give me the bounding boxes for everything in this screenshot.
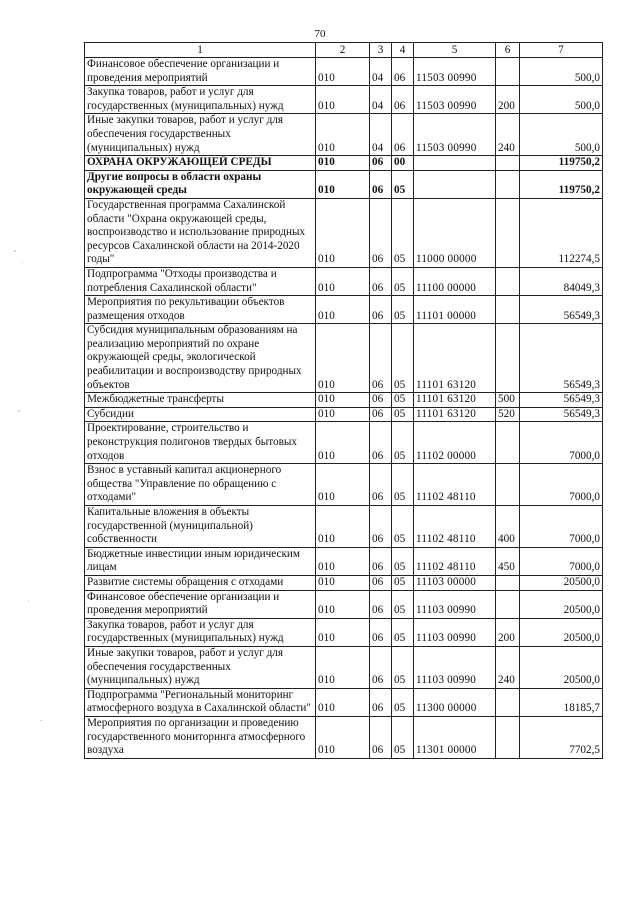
row-target-article: 11103 00000: [414, 575, 496, 590]
row-subsection: 05: [392, 170, 414, 198]
row-subsection: 06: [392, 114, 414, 156]
row-expense-type: [496, 716, 520, 758]
row-section: 04: [370, 86, 392, 114]
row-target-article: 11101 00000: [414, 296, 496, 324]
row-subsection: 06: [392, 58, 414, 86]
row-description: Иные закупки товаров, работ и услуг для обеспечения государственных (муниципальных) нужд: [85, 114, 316, 156]
row-amount: 20500,0: [520, 618, 603, 646]
table-row: [85, 58, 603, 86]
page-number: 70: [314, 28, 326, 40]
row-target-article: 11101 63120: [414, 393, 496, 408]
row-amount: 56549,3: [520, 407, 603, 422]
row-expense-type: [496, 156, 520, 171]
table-row: [85, 422, 603, 464]
row-description: Закупка товаров, работ и услуг для государственных (муниципальных) нужд: [85, 618, 316, 646]
row-section: 06: [370, 646, 392, 688]
table-row: [85, 267, 603, 295]
row-code-admin: 010: [316, 170, 370, 198]
row-section: 06: [370, 407, 392, 422]
row-subsection: 00: [392, 156, 414, 171]
row-code-admin: 010: [316, 58, 370, 86]
row-target-article: 11503 00990: [414, 86, 496, 114]
row-expense-type: [496, 170, 520, 198]
row-section: 06: [370, 170, 392, 198]
row-target-article: 11102 48110: [414, 464, 496, 506]
row-amount: 119750,2: [520, 170, 603, 198]
column-header: 5: [414, 43, 496, 58]
table-row: [85, 464, 603, 506]
row-amount: 7000,0: [520, 547, 603, 575]
table-row: [85, 324, 603, 393]
row-subsection: 05: [392, 547, 414, 575]
row-section: 06: [370, 618, 392, 646]
table-row: [85, 393, 603, 408]
column-header: 1: [85, 43, 316, 58]
row-code-admin: 010: [316, 267, 370, 295]
row-code-admin: 010: [316, 547, 370, 575]
row-target-article: 11102 48110: [414, 547, 496, 575]
row-target-article: 11102 48110: [414, 506, 496, 548]
row-code-admin: 010: [316, 296, 370, 324]
row-description: Развитие системы обращения с отходами: [85, 575, 316, 590]
row-code-admin: 010: [316, 393, 370, 408]
row-code-admin: 010: [316, 198, 370, 267]
row-amount: 7000,0: [520, 506, 603, 548]
row-subsection: 05: [392, 646, 414, 688]
column-header: 7: [520, 43, 603, 58]
row-expense-type: 240: [496, 114, 520, 156]
row-code-admin: 010: [316, 156, 370, 171]
row-subsection: 05: [392, 422, 414, 464]
row-section: 06: [370, 688, 392, 716]
table-row: [85, 86, 603, 114]
row-amount: 500,0: [520, 86, 603, 114]
row-target-article: [414, 170, 496, 198]
row-description: Мероприятия по рекультивации объектов размещения отходов: [85, 296, 316, 324]
row-amount: 20500,0: [520, 646, 603, 688]
row-expense-type: [496, 575, 520, 590]
row-subsection: 06: [392, 86, 414, 114]
row-expense-type: 200: [496, 618, 520, 646]
row-target-article: [414, 156, 496, 171]
row-description: ОХРАНА ОКРУЖАЮЩЕЙ СРЕДЫ: [85, 156, 316, 171]
table-row: [85, 296, 603, 324]
row-subsection: 05: [392, 590, 414, 618]
row-section: 06: [370, 156, 392, 171]
row-description: Подпрограмма "Региональный мониторинг атмосферного воздуха в Сахалинской области": [85, 688, 316, 716]
row-expense-type: [496, 198, 520, 267]
header-row: [85, 43, 603, 58]
table-row: [85, 688, 603, 716]
row-code-admin: 010: [316, 114, 370, 156]
row-subsection: 05: [392, 393, 414, 408]
table-body: [85, 58, 603, 759]
row-subsection: 05: [392, 407, 414, 422]
row-description: Финансовое обеспечение организации и проведения мероприятий: [85, 590, 316, 618]
table-row: [85, 170, 603, 198]
row-description: Субсидии: [85, 407, 316, 422]
table-row: [85, 618, 603, 646]
row-code-admin: 010: [316, 86, 370, 114]
row-code-admin: 010: [316, 590, 370, 618]
row-code-admin: 010: [316, 407, 370, 422]
row-section: 06: [370, 506, 392, 548]
table-row: [85, 716, 603, 758]
row-amount: 20500,0: [520, 590, 603, 618]
row-amount: 56549,3: [520, 324, 603, 393]
row-target-article: 11000 00000: [414, 198, 496, 267]
row-target-article: 11301 00000: [414, 716, 496, 758]
row-expense-type: [496, 422, 520, 464]
row-section: 06: [370, 422, 392, 464]
table-row: [85, 547, 603, 575]
row-expense-type: [496, 296, 520, 324]
row-expense-type: [496, 267, 520, 295]
row-expense-type: [496, 324, 520, 393]
row-code-admin: 010: [316, 506, 370, 548]
row-target-article: 11503 00990: [414, 58, 496, 86]
row-expense-type: 400: [496, 506, 520, 548]
row-expense-type: [496, 688, 520, 716]
row-description: Взнос в уставный капитал акционерного общества "Управление по обращению с отходами": [85, 464, 316, 506]
row-section: 06: [370, 464, 392, 506]
row-code-admin: 010: [316, 324, 370, 393]
row-section: 06: [370, 716, 392, 758]
table-row: [85, 198, 603, 267]
column-header: 6: [496, 43, 520, 58]
row-target-article: 11101 63120: [414, 407, 496, 422]
row-target-article: 11100 00000: [414, 267, 496, 295]
row-expense-type: [496, 464, 520, 506]
row-amount: 20500,0: [520, 575, 603, 590]
row-description: Другие вопросы в области охраны окружающей среды: [85, 170, 316, 198]
row-expense-type: 200: [496, 86, 520, 114]
column-header: 3: [370, 43, 392, 58]
row-section: 06: [370, 547, 392, 575]
row-description: Иные закупки товаров, работ и услуг для обеспечения государственных (муниципальных) нужд: [85, 646, 316, 688]
row-description: Капитальные вложения в объекты государственной (муниципальной) собственности: [85, 506, 316, 548]
table-row: [85, 407, 603, 422]
row-target-article: 11101 63120: [414, 324, 496, 393]
row-amount: 18185,7: [520, 688, 603, 716]
row-code-admin: 010: [316, 646, 370, 688]
row-amount: 56549,3: [520, 393, 603, 408]
row-subsection: 05: [392, 198, 414, 267]
row-amount: 500,0: [520, 58, 603, 86]
row-code-admin: 010: [316, 716, 370, 758]
row-expense-type: 500: [496, 393, 520, 408]
row-description: Межбюджетные трансферты: [85, 393, 316, 408]
row-description: Субсидия муниципальным образованиям на реализацию мероприятий по охране окружающей среды, экологической реабилитации и воспроизводству природных объектов: [85, 324, 316, 393]
row-subsection: 05: [392, 688, 414, 716]
row-description: Проектирование, строительство и реконструкция полигонов твердых бытовых отходов: [85, 422, 316, 464]
row-target-article: 11103 00990: [414, 618, 496, 646]
row-section: 06: [370, 590, 392, 618]
row-code-admin: 010: [316, 688, 370, 716]
row-expense-type: 450: [496, 547, 520, 575]
row-amount: 84049,3: [520, 267, 603, 295]
row-description: Государственная программа Сахалинской области "Охрана окружающей среды, воспроизводство и использование природных ресурсов Сахалинской области на 2014-2020 годы": [85, 198, 316, 267]
row-amount: 7000,0: [520, 422, 603, 464]
row-description: Подпрограмма "Отходы производства и потребления Сахалинской области": [85, 267, 316, 295]
table-row: [85, 590, 603, 618]
row-description: Закупка товаров, работ и услуг для государственных (муниципальных) нужд: [85, 86, 316, 114]
budget-table: [84, 42, 603, 759]
row-section: 06: [370, 198, 392, 267]
table-row: [85, 646, 603, 688]
row-expense-type: 240: [496, 646, 520, 688]
row-amount: 7702,5: [520, 716, 603, 758]
row-subsection: 05: [392, 464, 414, 506]
row-amount: 500,0: [520, 114, 603, 156]
table-row: [85, 156, 603, 171]
row-subsection: 05: [392, 267, 414, 295]
row-target-article: 11300 00000: [414, 688, 496, 716]
row-subsection: 05: [392, 618, 414, 646]
row-code-admin: 010: [316, 422, 370, 464]
row-amount: 56549,3: [520, 296, 603, 324]
row-code-admin: 010: [316, 575, 370, 590]
row-expense-type: 520: [496, 407, 520, 422]
row-amount: 7000,0: [520, 464, 603, 506]
column-header: 4: [392, 43, 414, 58]
table-row: [85, 506, 603, 548]
column-header: 2: [316, 43, 370, 58]
row-subsection: 05: [392, 575, 414, 590]
row-description: Бюджетные инвестиции иным юридическим лицам: [85, 547, 316, 575]
table-row: [85, 114, 603, 156]
row-code-admin: 010: [316, 464, 370, 506]
row-target-article: 11503 00990: [414, 114, 496, 156]
row-expense-type: [496, 58, 520, 86]
row-description: Финансовое обеспечение организации и проведения мероприятий: [85, 58, 316, 86]
row-section: 06: [370, 575, 392, 590]
table-row: [85, 575, 603, 590]
row-expense-type: [496, 590, 520, 618]
row-section: 06: [370, 393, 392, 408]
row-section: 06: [370, 296, 392, 324]
row-section: 06: [370, 324, 392, 393]
row-target-article: 11103 00990: [414, 646, 496, 688]
row-section: 06: [370, 267, 392, 295]
row-code-admin: 010: [316, 618, 370, 646]
row-target-article: 11103 00990: [414, 590, 496, 618]
row-subsection: 05: [392, 506, 414, 548]
row-subsection: 05: [392, 716, 414, 758]
row-description: Мероприятия по организации и проведению государственного мониторинга атмосферного воздуха: [85, 716, 316, 758]
row-section: 04: [370, 58, 392, 86]
row-amount: 119750,2: [520, 156, 603, 171]
row-section: 04: [370, 114, 392, 156]
row-subsection: 05: [392, 324, 414, 393]
row-subsection: 05: [392, 296, 414, 324]
row-target-article: 11102 00000: [414, 422, 496, 464]
row-amount: 112274,5: [520, 198, 603, 267]
